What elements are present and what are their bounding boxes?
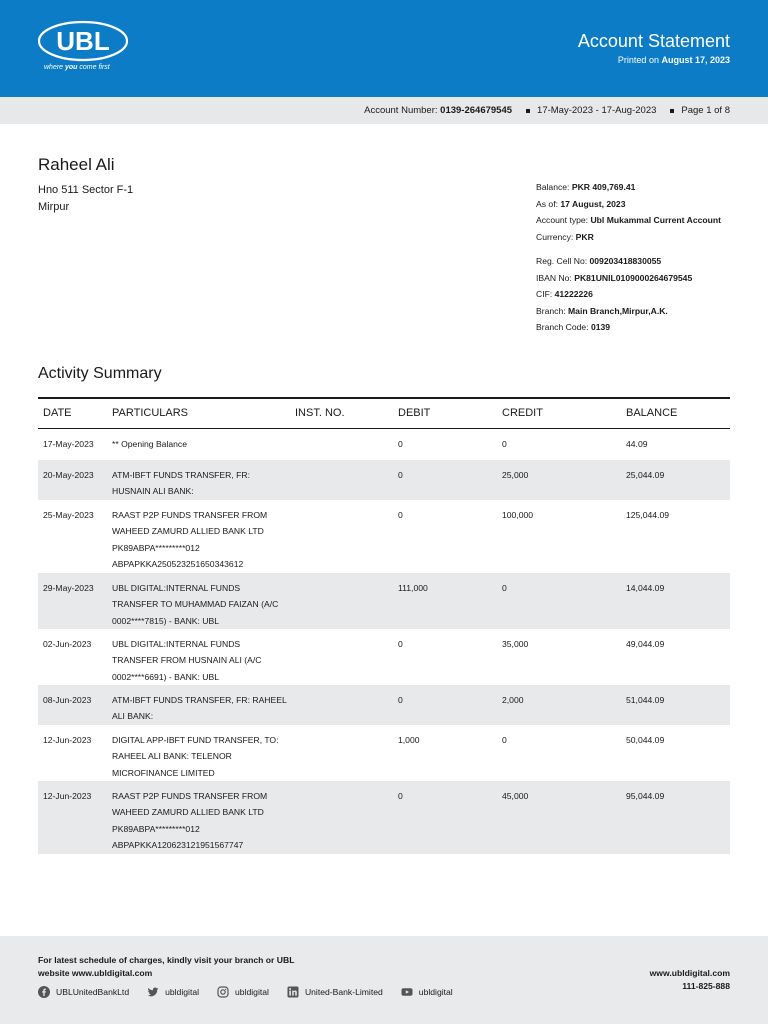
cell-particulars: UBL DIGITAL:INTERNAL FUNDS TRANSFER FROM HUSNAIN ALI (A/C 0002****6691) - BANK: UBL <box>112 639 262 682</box>
account-number-label: Account Number: <box>364 105 438 116</box>
cell-date: 12-Jun-2023 <box>43 735 92 745</box>
cell-balance: 44.09 <box>626 439 648 449</box>
col-date: DATE <box>43 407 72 419</box>
account-info <box>536 179 736 336</box>
col-credit: CREDIT <box>502 407 543 419</box>
cell-balance: 51,044.09 <box>626 695 665 705</box>
table-row <box>38 573 730 629</box>
header-bar <box>0 0 768 97</box>
activity-summary-title: Activity Summary <box>38 365 162 382</box>
footer-note: For latest schedule of charges, kindly visit your branch or UBL website www.ubldigital.com <box>38 955 295 978</box>
cell-particulars: RAAST P2P FUNDS TRANSFER FROM WAHEED ZAMURD ALLIED BANK LTD PK89ABPA*********012 ABPAPKKA120623121951567747 <box>112 791 268 850</box>
cell-credit: 25,000 <box>502 470 529 480</box>
page-title: Account Statement <box>577 31 730 51</box>
cell-particulars: ATM-IBFT FUNDS TRANSFER, FR: HUSNAIN ALI BANK: <box>112 470 250 497</box>
cell-debit: 111,000 <box>398 583 428 593</box>
customer-name: Raheel Ali <box>38 155 115 174</box>
info-cell: Reg. Cell No: 009203418830055 <box>536 256 662 266</box>
info-as-of: As of: 17 August, 2023 <box>536 198 626 209</box>
table-row <box>38 781 730 854</box>
linkedin-icon <box>287 986 299 998</box>
brand-text: UBL <box>56 26 110 56</box>
social-facebook[interactable]: UBLUnitedBankLtd <box>38 986 129 998</box>
social-linkedin[interactable]: United-Bank-Limited <box>287 986 383 998</box>
info-currency: Currency: PKR <box>536 231 594 242</box>
cell-balance: 125,044.09 <box>626 510 670 520</box>
cell-balance: 50,044.09 <box>626 735 665 745</box>
footer-phone: 111-825-888 <box>682 981 730 991</box>
cell-debit: 0 <box>398 695 403 705</box>
cell-date: 12-Jun-2023 <box>43 791 92 801</box>
cell-credit: 45,000 <box>502 791 529 801</box>
table-body <box>38 429 730 854</box>
table-row <box>38 725 730 781</box>
social-instagram[interactable]: ubldigital <box>217 986 269 998</box>
cell-credit: 35,000 <box>502 639 529 649</box>
footer-contact <box>650 967 730 993</box>
cell-credit: 2,000 <box>502 695 524 705</box>
col-debit: DEBIT <box>398 407 431 419</box>
table-header <box>38 397 730 429</box>
page-indicator: Page 1 of 8 <box>681 105 730 116</box>
cell-particulars: RAAST P2P FUNDS TRANSFER FROM WAHEED ZAMURD ALLIED BANK LTD PK89ABPA*********012 ABPAPKKA250523251650343612 <box>112 510 268 569</box>
cell-debit: 0 <box>398 639 403 649</box>
statement-meta-bar <box>0 97 768 124</box>
printed-date: Printed on August 17, 2023 <box>617 55 730 65</box>
cell-date: 20-May-2023 <box>43 470 94 480</box>
activity-table <box>38 397 730 854</box>
cell-particulars: ATM-IBFT FUNDS TRANSFER, FR: RAHEEL ALI BANK: <box>112 695 287 722</box>
cell-date: 29-May-2023 <box>43 583 94 593</box>
cell-date: 08-Jun-2023 <box>43 695 92 705</box>
social-links <box>38 986 471 998</box>
table-row <box>38 629 730 685</box>
table-row <box>38 429 730 460</box>
customer-address: Hno 511 Sector F-1 Mirpur <box>38 184 134 213</box>
social-youtube[interactable]: ubldigital <box>401 986 453 998</box>
cell-particulars: DIGITAL APP-IBFT FUND TRANSFER, TO: RAHEEL ALI BANK: TELENOR MICROFINANCE LIMITED <box>112 735 279 778</box>
cell-balance: 14,044.09 <box>626 583 665 593</box>
youtube-icon <box>401 986 413 998</box>
facebook-icon <box>38 986 50 998</box>
col-balance: BALANCE <box>626 407 678 419</box>
cell-credit: 0 <box>502 439 507 449</box>
info-cif: CIF: 41222226 <box>536 289 593 299</box>
info-balance: Balance: PKR 409,769.41 <box>536 182 636 192</box>
brand-tagline: where you come first <box>44 64 110 71</box>
footer-website[interactable]: www.ubldigital.com <box>649 968 730 978</box>
cell-balance: 25,044.09 <box>626 470 665 480</box>
table-row <box>38 685 730 725</box>
cell-credit: 100,000 <box>502 510 534 520</box>
info-account-type: Account type: Ubl Mukammal Current Account <box>536 215 721 225</box>
cell-debit: 0 <box>398 470 403 480</box>
footer <box>0 936 768 1024</box>
info-branch: Branch: Main Branch,Mirpur,A.K. <box>536 305 668 316</box>
info-branch-code: Branch Code: 0139 <box>536 322 611 332</box>
cell-debit: 0 <box>398 791 403 801</box>
info-iban: IBAN No: PK81UNIL0109000264679545 <box>536 272 693 283</box>
bullet-icon <box>670 109 674 113</box>
twitter-icon <box>147 986 159 998</box>
table-row <box>38 500 730 573</box>
cell-debit: 0 <box>398 439 403 449</box>
account-number: 0139-264679545 <box>440 105 513 116</box>
bullet-icon <box>526 109 530 113</box>
cell-balance: 49,044.09 <box>626 639 665 649</box>
instagram-icon <box>217 986 229 998</box>
col-particulars: PARTICULARS <box>112 407 189 419</box>
cell-date: 25-May-2023 <box>43 510 94 520</box>
table-row <box>38 460 730 500</box>
cell-credit: 0 <box>502 735 507 745</box>
social-twitter[interactable]: ubldigital <box>147 986 199 998</box>
cell-debit: 0 <box>398 510 403 520</box>
cell-particulars: UBL DIGITAL:INTERNAL FUNDS TRANSFER TO MUHAMMAD FAIZAN (A/C 0002****7815) - BANK: UBL <box>112 583 279 626</box>
col-inst-no: INST. NO. <box>295 407 345 419</box>
cell-credit: 0 <box>502 583 507 593</box>
cell-date: 17-May-2023 <box>43 439 94 449</box>
cell-date: 02-Jun-2023 <box>43 639 92 649</box>
cell-balance: 95,044.09 <box>626 791 665 801</box>
cell-particulars: ** Opening Balance <box>112 439 188 449</box>
cell-debit: 1,000 <box>398 735 420 745</box>
statement-period: 17-May-2023 - 17-Aug-2023 <box>537 105 657 116</box>
